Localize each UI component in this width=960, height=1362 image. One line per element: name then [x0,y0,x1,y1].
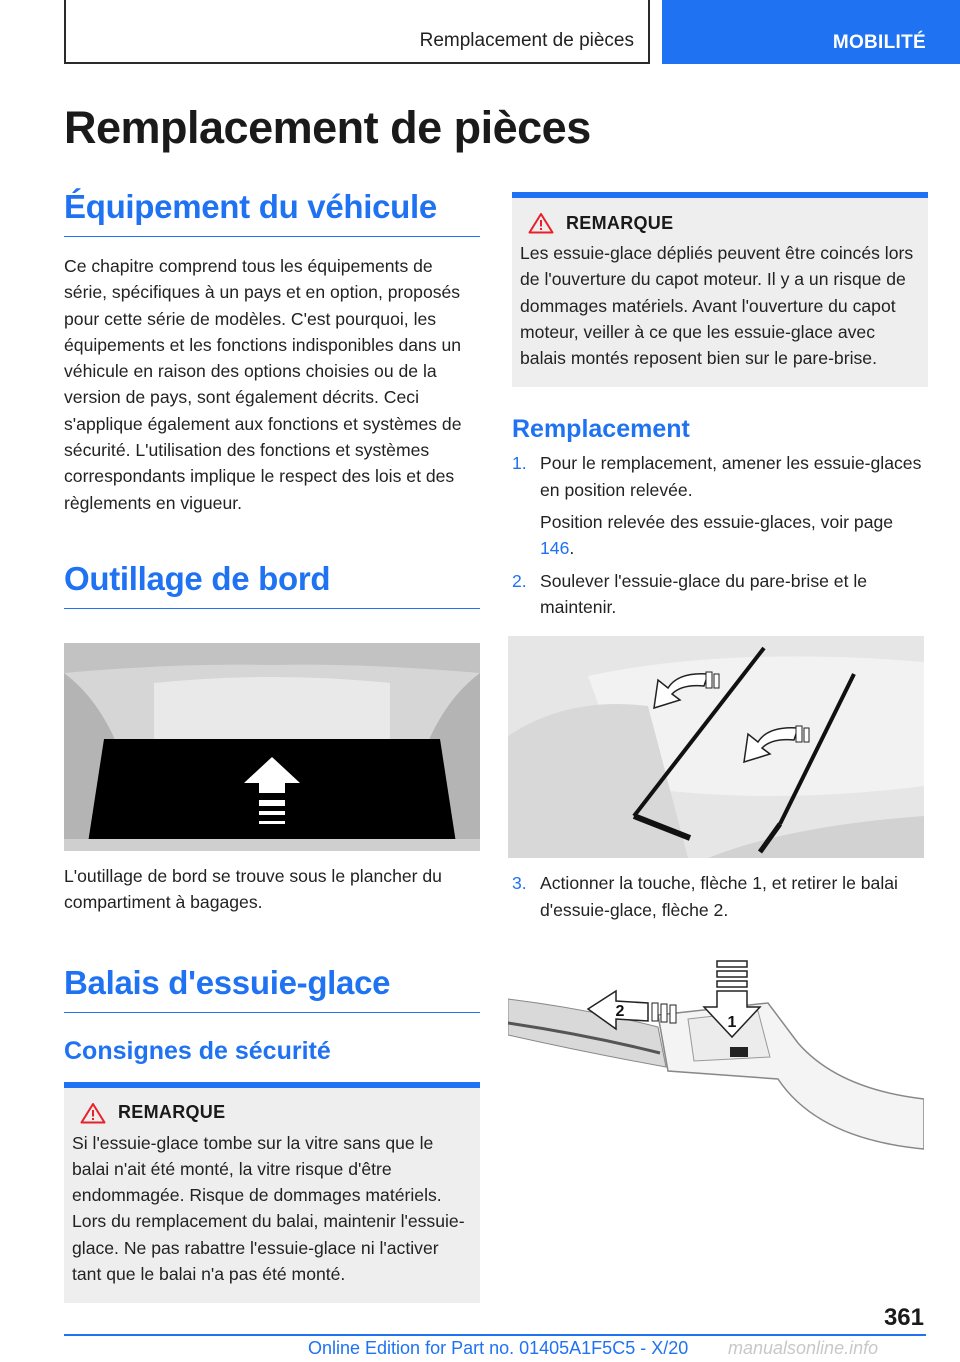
equipment-text: Ce chapitre comprend tous les équipements de série, spécifiques à un pays et en option, proposés pour cette série de modèles. C'est pourquoi, les équipements et les fonctions indisponibles dans un véhicule en raison des options choisies ou de la version de pays, sont également décrits. Ceci s'applique également aux fonctions et systèmes de sécurité. L'utilisation des fonctions et systèmes correspondants implique le respect des lois et des règlements en vigueur. [64,256,462,513]
wiper-blade-figure [508,949,924,1161]
page-title: Remplacement de pièces [64,102,591,153]
step-2 [512,568,928,621]
arrow-2-label: 2 [615,1002,625,1020]
step-1-number: 1. [512,453,527,474]
trunk-floor-figure [64,643,480,851]
header-chapter-tab[interactable] [662,0,960,64]
wiper-heading: Balais d'essuie-glace [64,964,480,1013]
warning-triangle-icon [80,1102,106,1124]
step-3 [512,870,928,923]
safety-heading: Consignes de sécurité [64,1036,331,1065]
step-1-subtext: Position relevée des essuie-glaces, voir page 146. [540,512,894,559]
footer-edition: Online Edition for Part no. 01405A1F5C5 - X/20 [308,1338,689,1358]
footer-watermark: manualsonline.info [728,1338,879,1358]
notice-box-2 [512,192,928,387]
step-1 [512,450,928,561]
toolkit-caption: L'outillage de bord se trouve sous le plancher du compartiment à bagages. [64,865,442,913]
footer-rule [64,1334,926,1336]
step-3-text: Actionner la touche, flèche 1, et retirer le balai d'essuie-glace, flèche 2. [540,873,898,920]
step-2-text: Soulever l'essuie-glace du pare-brise et le maintenir. [540,570,868,617]
equipment-heading: Équipement du véhicule [64,188,480,237]
header-chapter-title: MOBILITÉ [832,32,926,53]
toolkit-heading: Outillage de bord [64,560,480,609]
arrow-1-label: 1 [727,1013,737,1031]
replacement-heading: Remplacement [512,415,690,444]
notice-box-1 [64,1082,480,1304]
trunk-floor-illustration [64,643,480,851]
windshield-wiper-illustration [508,636,924,858]
notice-1-title: REMARQUE [118,1102,226,1123]
left-column [64,188,480,1303]
notice-2-text: Les essuie-glace dépliés peuvent être coincés lors de l'ouverture du capot moteur. Il y a un risque de dommages matériels. Avant l'ouverture du capot moteur, veiller à ce que les essuie-glace avec balais montés reposent bien sur le pare-brise. [520,243,914,369]
step-2-number: 2. [512,570,527,591]
step-3-number: 3. [512,873,527,894]
notice-2-title: REMARQUE [566,212,674,233]
header-section-box [64,0,650,64]
notice-1-text: Si l'essuie-glace tombe sur la vitre sans que le balai n'ait été monté, la vitre risque d'être endommagée. Risque de dommages matériels. Lors du remplacement du balai, maintenir l'essuie-glace. Ne pas rabattre l'essuie-glace ni l'activer tant que le balai n'a pas été monté. [72,1132,465,1285]
wiper-blade-illustration [508,949,924,1161]
windshield-wiper-figure [508,636,924,858]
header-section-title: Remplacement de pièces [419,30,634,51]
warning-triangle-icon [528,212,554,234]
step-1-text: Pour le remplacement, amener les essuie-glaces en position relevée. [540,453,922,500]
right-column [512,192,928,1161]
page-number: 361 [883,1304,924,1331]
page-ref-link[interactable]: 146 [540,538,570,559]
steps-list [512,450,928,620]
